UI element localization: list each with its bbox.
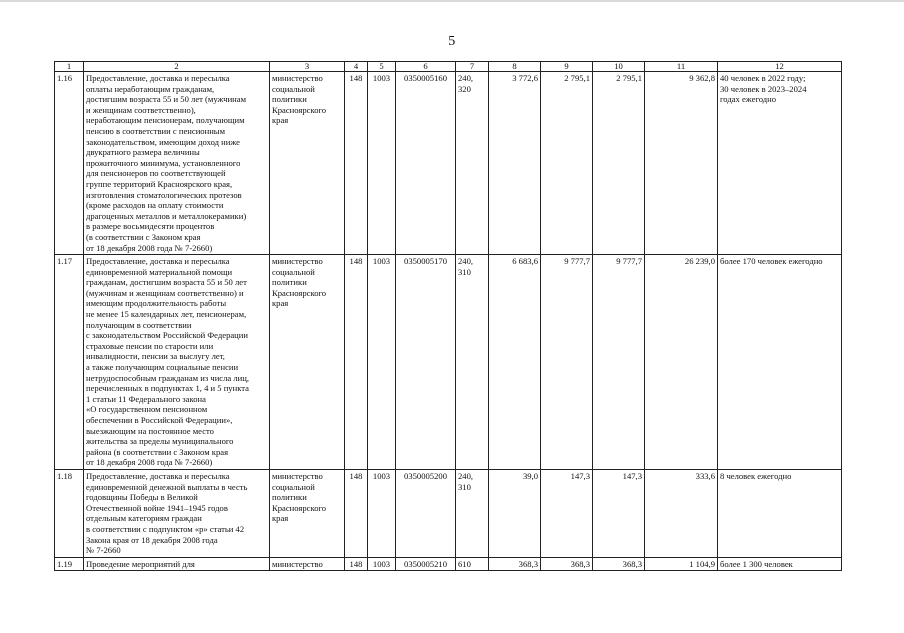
column-header: 10: [593, 62, 645, 72]
row-result: 40 человек в 2022 году; 30 человек в 2023–2024 годах ежегодно: [718, 72, 842, 255]
row-description: Предоставление, доставка и пересылка единовременной денежной выплаты в честь годовщины Победы в Великой Отечественной войне 1941–1945 годов отдельным категориям граждан в соответствии с подпунктом «р» статьи 42 Закона края от 18 декабря 2008 года № 7-2660: [84, 469, 270, 557]
row-number: 1.17: [55, 255, 84, 470]
row-executor: министерство социальной политики Красноярского края: [270, 255, 345, 470]
row-amount-year2: 2 795,1: [541, 72, 593, 255]
column-header: 1: [55, 62, 84, 72]
row-code-target: 0350005210: [396, 557, 456, 571]
row-code-target: 0350005170: [396, 255, 456, 470]
column-header: 8: [489, 62, 541, 72]
row-executor: министерство социальной политики Красноярского края: [270, 72, 345, 255]
column-header: 7: [456, 62, 489, 72]
row-result: более 170 человек ежегодно: [718, 255, 842, 470]
row-description: Предоставление, доставка и пересылка оплаты неработающим гражданам, достигшим возраста 55 и 50 лет (мужчинам и женщинам соответственно), неработающим пенсионерам, получающим пенсию в соответствии с пенсионным законодательством, имеющим доход ниже двукратного размера величины прожиточного минимума, установленного для пенсионеров по соответствующей группе территорий Красноярского края, изготовления стоматологических протезов (кроме расходов на оплату стоимости драгоценных металлов и металлокерамики) в размере восьмидесяти процентов (в соответствии с Законом края от 18 декабря 2008 года № 7-2660): [84, 72, 270, 255]
page-top-edge: [0, 0, 904, 2]
row-description: Предоставление, доставка и пересылка единовременной материальной помощи гражданам, достигшим возраста 55 и 50 лет (мужчинам и женщинам соответственно) и имеющим продолжительность работы не менее 15 календарных лет, пенсионерам, получающим в соответствии с законодательством Российской Федерации страховые пенсии по старости или инвалидности, пенсии за выслугу лет, а также получающим социальные пенсии нетрудоспособным гражданам из числа лиц, перечисленных в подпунктах 1, 4 и 5 пункта 1 статьи 11 Федерального закона «О государственном пенсионном обеспечении в Российской Федерации», выезжающим на постоянное место жительства за пределы муниципального района (в соответствии с Законом края от 18 декабря 2008 года № 7-2660): [84, 255, 270, 470]
column-header: 5: [368, 62, 396, 72]
row-description: Проведение мероприятий для: [84, 557, 270, 571]
row-code-section: 1003: [368, 255, 396, 470]
row-amount-year2: 147,3: [541, 469, 593, 557]
budget-table: [54, 61, 842, 571]
row-code-grbs: 148: [345, 72, 368, 255]
row-amount-total: 333,6: [645, 469, 718, 557]
row-amount-year1: 3 772,6: [489, 72, 541, 255]
table-row: [55, 557, 842, 571]
column-header: 2: [84, 62, 270, 72]
row-result: 8 человек ежегодно: [718, 469, 842, 557]
row-code-grbs: 148: [345, 469, 368, 557]
row-code-target: 0350005160: [396, 72, 456, 255]
row-amount-year3: 2 795,1: [593, 72, 645, 255]
row-executor: министерство: [270, 557, 345, 571]
table-row: [55, 255, 842, 470]
row-amount-total: 9 362,8: [645, 72, 718, 255]
row-code-expense-type: 610: [456, 557, 489, 571]
row-code-expense-type: 240, 310: [456, 255, 489, 470]
column-header: 11: [645, 62, 718, 72]
column-header: 4: [345, 62, 368, 72]
column-header: 9: [541, 62, 593, 72]
row-code-expense-type: 240, 320: [456, 72, 489, 255]
row-result: более 1 300 человек: [718, 557, 842, 571]
row-executor: министерство социальной политики Красноярского края: [270, 469, 345, 557]
row-amount-year2: 368,3: [541, 557, 593, 571]
row-amount-year1: 368,3: [489, 557, 541, 571]
column-header: 6: [396, 62, 456, 72]
row-amount-year1: 6 683,6: [489, 255, 541, 470]
row-number: 1.19: [55, 557, 84, 571]
row-code-target: 0350005200: [396, 469, 456, 557]
table-row: [55, 72, 842, 255]
row-number: 1.18: [55, 469, 84, 557]
row-amount-year1: 39,0: [489, 469, 541, 557]
row-amount-year3: 368,3: [593, 557, 645, 571]
table-header-row: [55, 62, 842, 72]
row-code-grbs: 148: [345, 255, 368, 470]
column-header: 12: [718, 62, 842, 72]
row-amount-year2: 9 777,7: [541, 255, 593, 470]
row-code-grbs: 148: [345, 557, 368, 571]
row-amount-total: 1 104,9: [645, 557, 718, 571]
row-code-expense-type: 240, 310: [456, 469, 489, 557]
row-code-section: 1003: [368, 72, 396, 255]
row-code-section: 1003: [368, 557, 396, 571]
table-row: [55, 469, 842, 557]
row-amount-year3: 147,3: [593, 469, 645, 557]
row-code-section: 1003: [368, 469, 396, 557]
page-number: 5: [448, 34, 456, 49]
row-amount-year3: 9 777,7: [593, 255, 645, 470]
row-number: 1.16: [55, 72, 84, 255]
row-amount-total: 26 239,0: [645, 255, 718, 470]
column-header: 3: [270, 62, 345, 72]
